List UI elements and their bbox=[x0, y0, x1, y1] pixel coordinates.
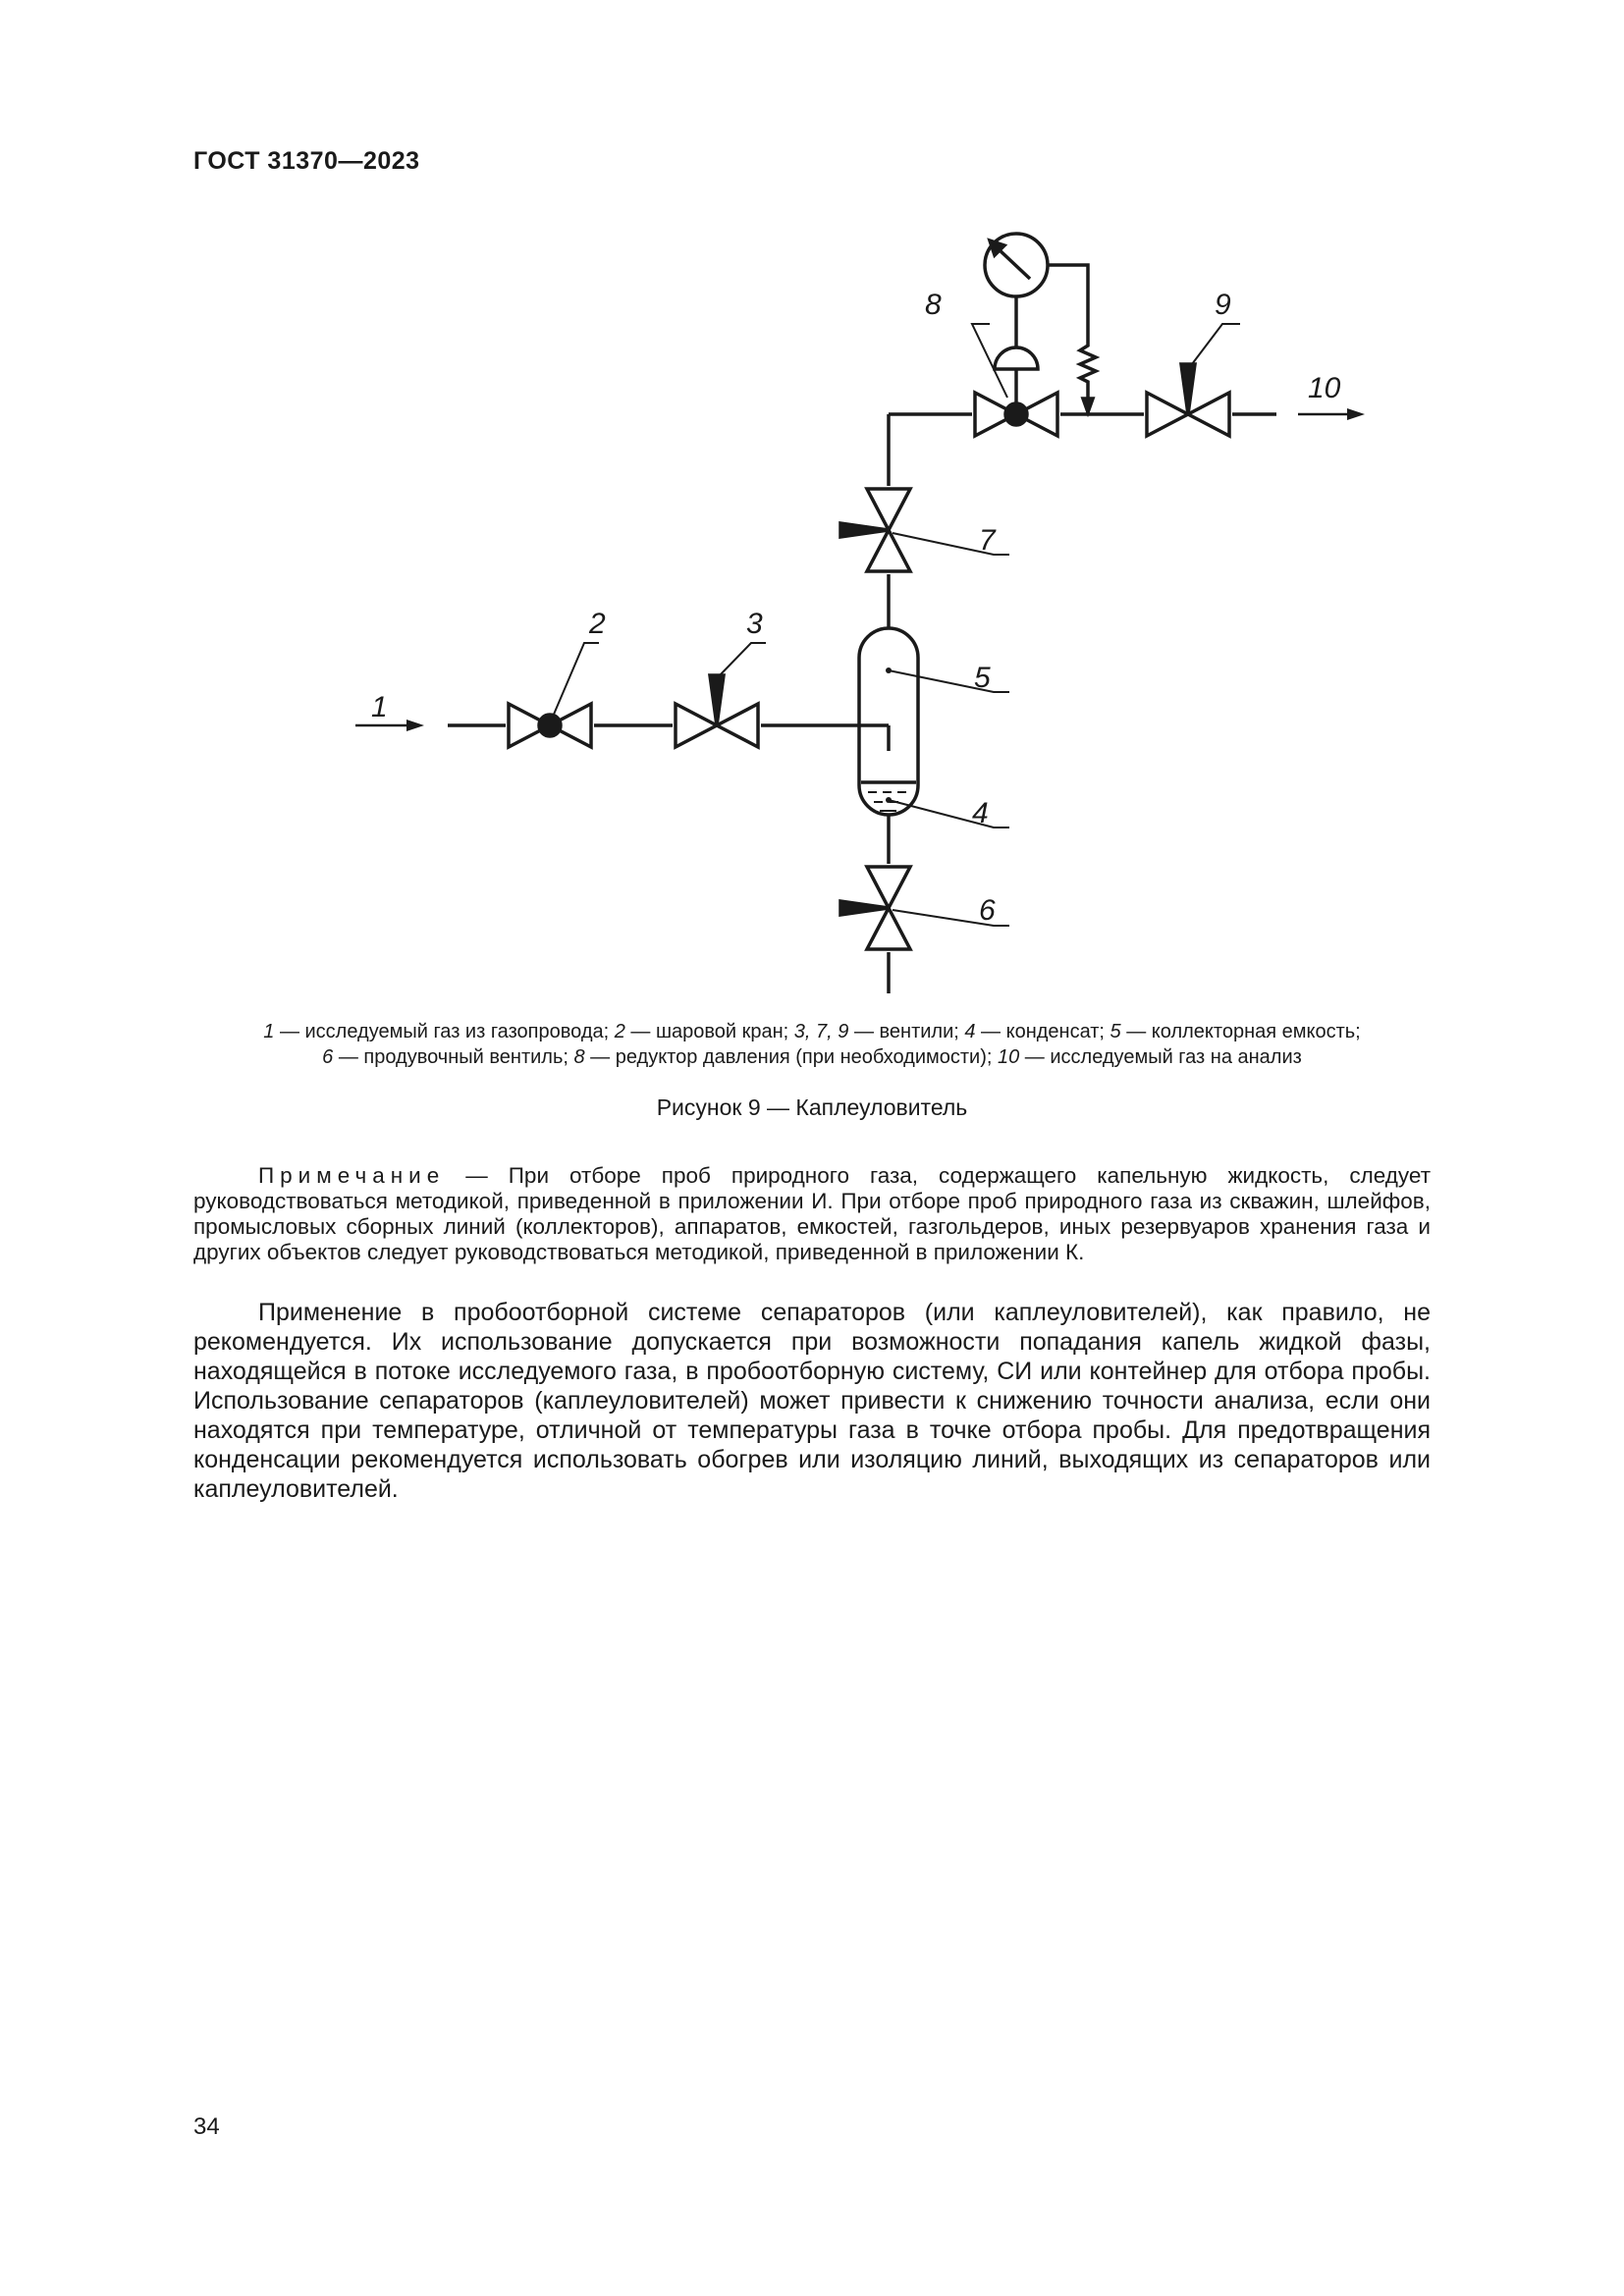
ball-valve-2 bbox=[509, 704, 591, 747]
pressure-gauge bbox=[985, 234, 1048, 296]
figure-diagram bbox=[0, 0, 1624, 1001]
label-10: 10 bbox=[1308, 372, 1341, 404]
valve-6 bbox=[840, 867, 910, 949]
valve-3 bbox=[676, 675, 758, 747]
label-7: 7 bbox=[979, 524, 996, 557]
body-paragraph: Применение в пробоотборной системе сепараторов (или каплеуловителей), как правило, не рекомендуется. Их использование допускается при возможности попадания капель жидкой фазы, находящейся в потоке исследуемого газа, в пробоотборную систему, СИ или контейнер для отбора пробы. Использование сепараторов (каплеуловителей) может привести к снижению точности анализа, если они находятся при температуре, отличной от температуры газа в точке отбора пробы. Для предотвращения конденсации рекомендуется использовать обогрев или изоляцию линий, выходящих из сепараторов или каплеуловителей. bbox=[193, 1299, 1431, 1503]
pressure-reducer-8 bbox=[975, 296, 1057, 436]
label-5: 5 bbox=[974, 662, 991, 694]
impulse-line bbox=[1048, 265, 1096, 414]
label-4: 4 bbox=[972, 797, 989, 829]
separator-vessel bbox=[859, 628, 918, 815]
valve-7 bbox=[840, 489, 910, 571]
label-9: 9 bbox=[1215, 289, 1231, 321]
impulse-arrow bbox=[1083, 399, 1093, 412]
figure-legend-line-2: 6 — продувочный вентиль; 8 — редуктор давления (при необходимости); 10 — исследуемый газ на анализ bbox=[322, 1046, 1302, 1068]
note-label: Примечание bbox=[258, 1163, 446, 1188]
label-8: 8 bbox=[925, 289, 942, 321]
note-text: — При отборе проб природного газа, содержащего капельную жидкость, следует руководствоваться методикой, приведенной в приложении И. При отборе проб природного газа из скважин, шлейфов, промысловых сборных линий (коллекторов), аппаратов, емкостей, газгольдеров, иных резервуаров хранения газа и других объектов следует руководствоваться методикой, приведенной в приложении К. bbox=[193, 1163, 1431, 1264]
figure-legend-line-1: 1 — исследуемый газ из газопровода; 2 — шаровой кран; 3, 7, 9 — вентили; 4 — конденсат; 5 — коллекторная емкость; bbox=[263, 1021, 1361, 1042]
label-6: 6 bbox=[979, 894, 996, 927]
page-number: 34 bbox=[193, 2113, 220, 2140]
note-block bbox=[193, 1163, 1431, 1265]
figure-caption: Рисунок 9 — Каплеуловитель bbox=[656, 1095, 968, 1120]
document-header: ГОСТ 31370—2023 bbox=[193, 147, 420, 175]
label-2: 2 bbox=[589, 608, 606, 640]
valve-9 bbox=[1147, 364, 1229, 436]
label-1: 1 bbox=[371, 691, 388, 723]
label-3: 3 bbox=[746, 608, 763, 640]
